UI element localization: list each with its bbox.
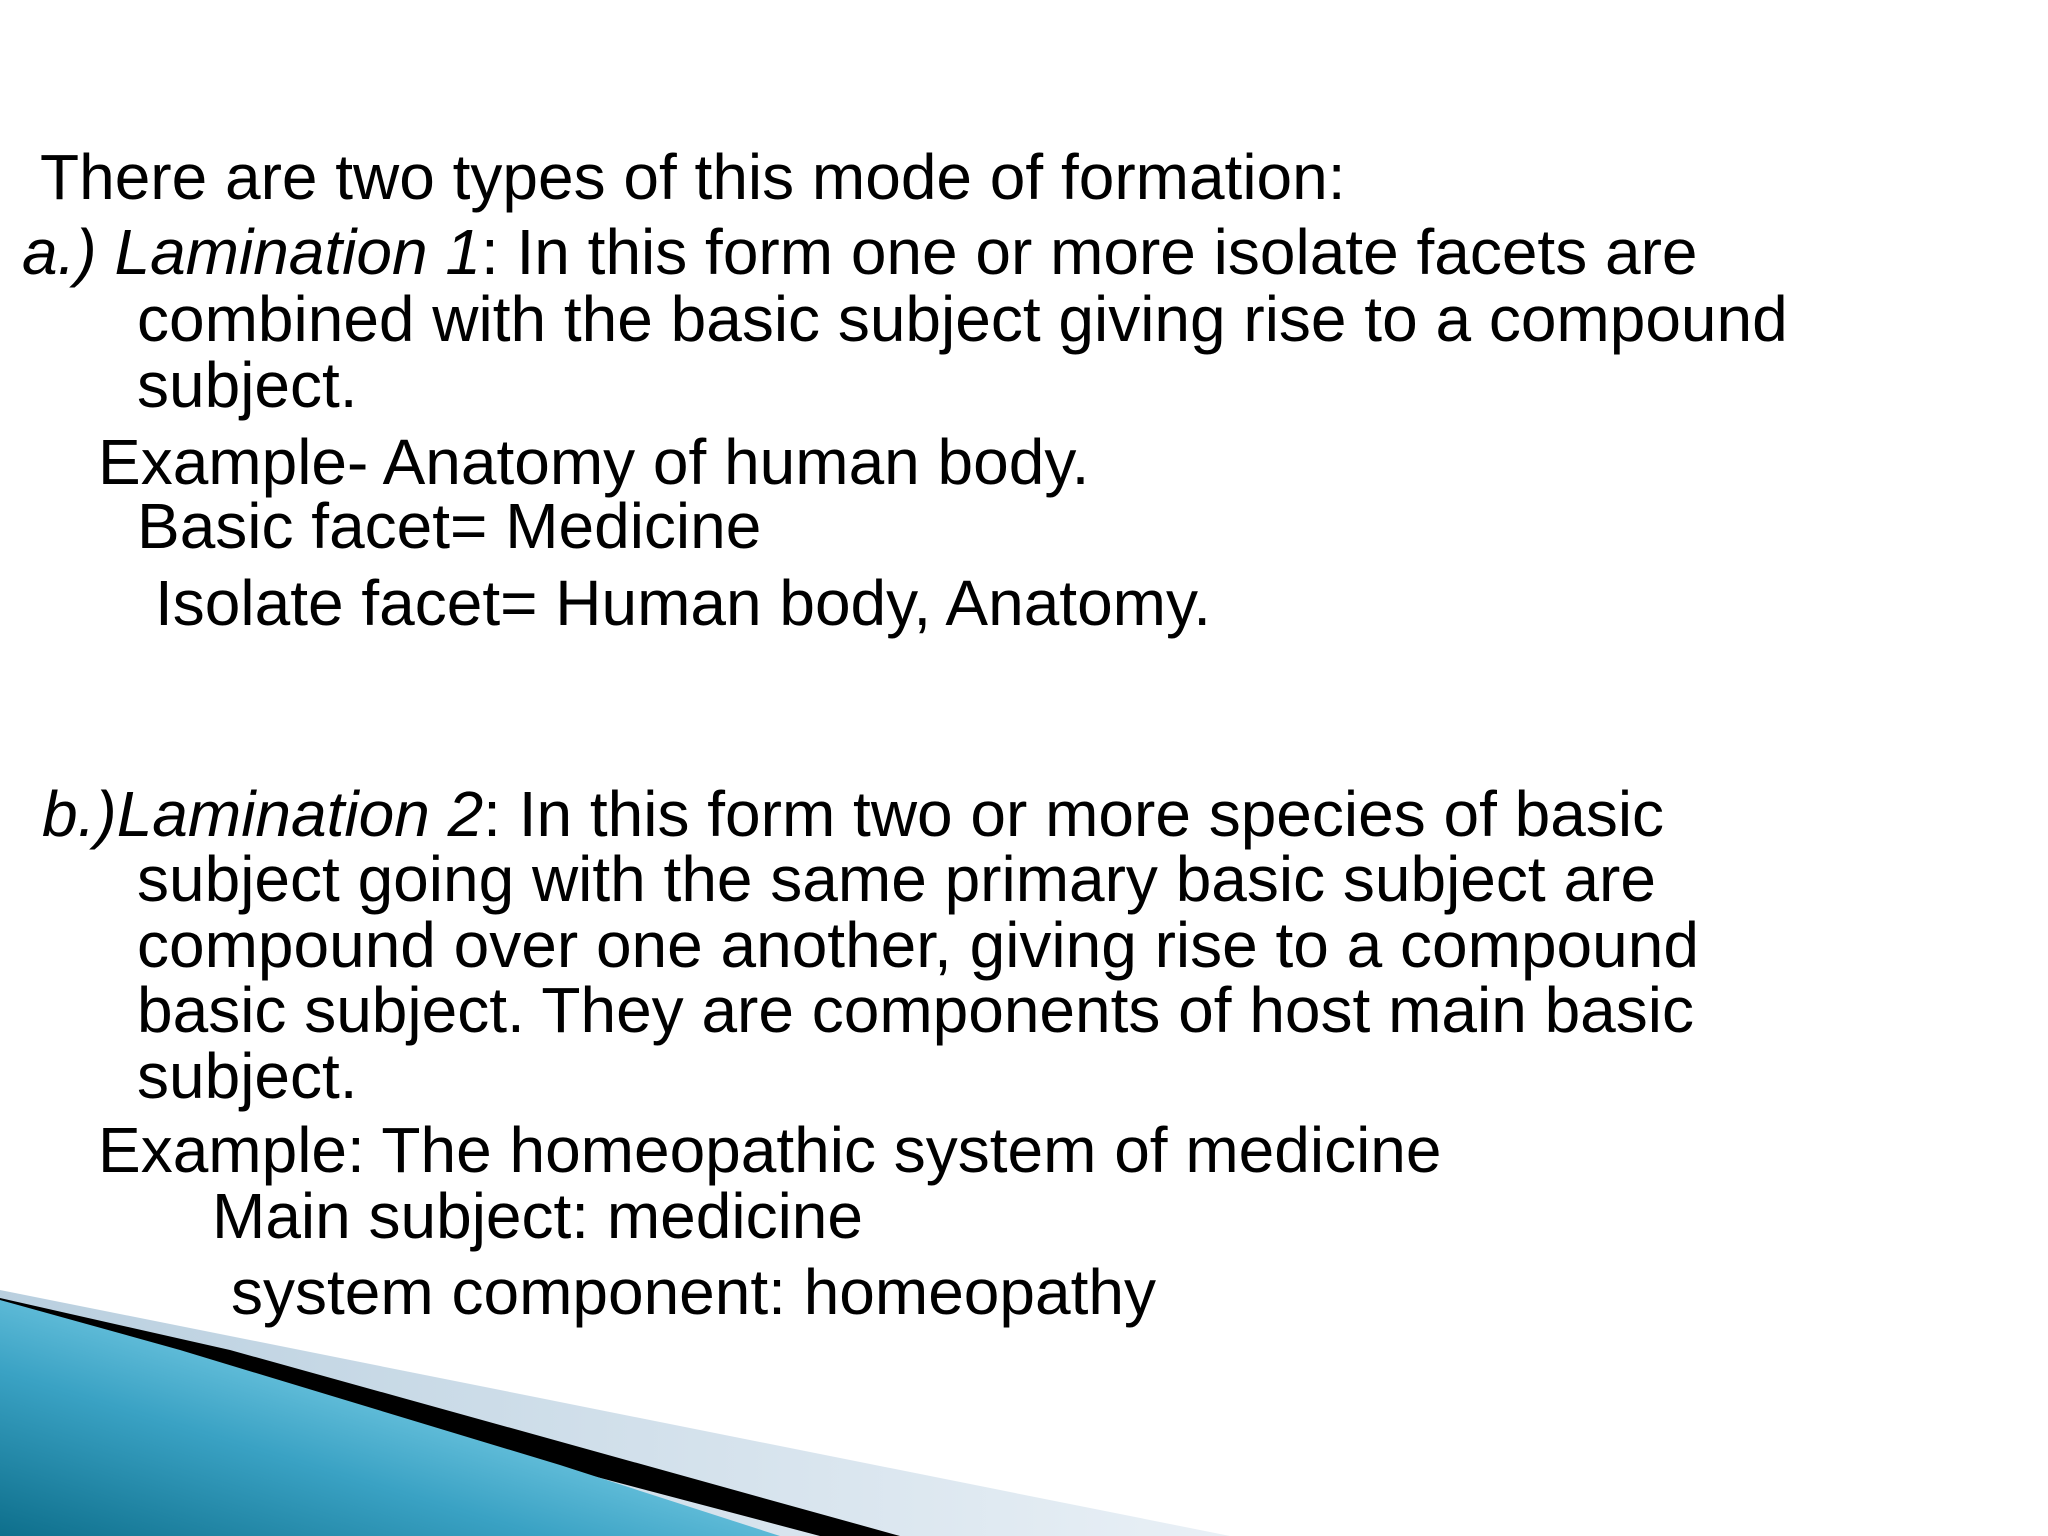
lamination-2-text: subject going with the same primary basic subject are (137, 843, 1656, 915)
lamination-2-text: subject. (137, 1040, 358, 1112)
basic-facet: Basic facet= Medicine (137, 490, 762, 562)
system-component: system component: homeopathy (231, 1256, 1156, 1328)
lamination-1-text: subject. (137, 349, 358, 421)
swoosh-blue-band (0, 1300, 780, 1536)
lamination-2-example: Example: The homeopathic system of medicine (98, 1114, 1442, 1186)
lamination-2-label: b.)Lamination 2 (42, 778, 484, 850)
lamination-2-text: compound over one another, giving rise to a compound (137, 909, 1699, 981)
lamination-1-text: : In this form one or more isolate facets are (480, 216, 1698, 288)
intro-text: There are two types of this mode of formation: (40, 141, 1346, 213)
main-subject: Main subject: medicine (212, 1180, 863, 1252)
lamination-1-example: Example- Anatomy of human body. (98, 426, 1090, 498)
lamination-2-first-line (42, 778, 1665, 850)
lamination-2-text: basic subject. They are components of host main basic (137, 974, 1694, 1046)
isolate-facet: Isolate facet= Human body, Anatomy. (155, 567, 1211, 639)
lamination-1-text: combined with the basic subject giving rise to a compound (137, 283, 1788, 355)
lamination-1-label: a.) Lamination 1 (22, 216, 481, 288)
lamination-2-text: : In this form two or more species of basic (483, 778, 1665, 850)
lamination-1-first-line (22, 216, 1698, 288)
